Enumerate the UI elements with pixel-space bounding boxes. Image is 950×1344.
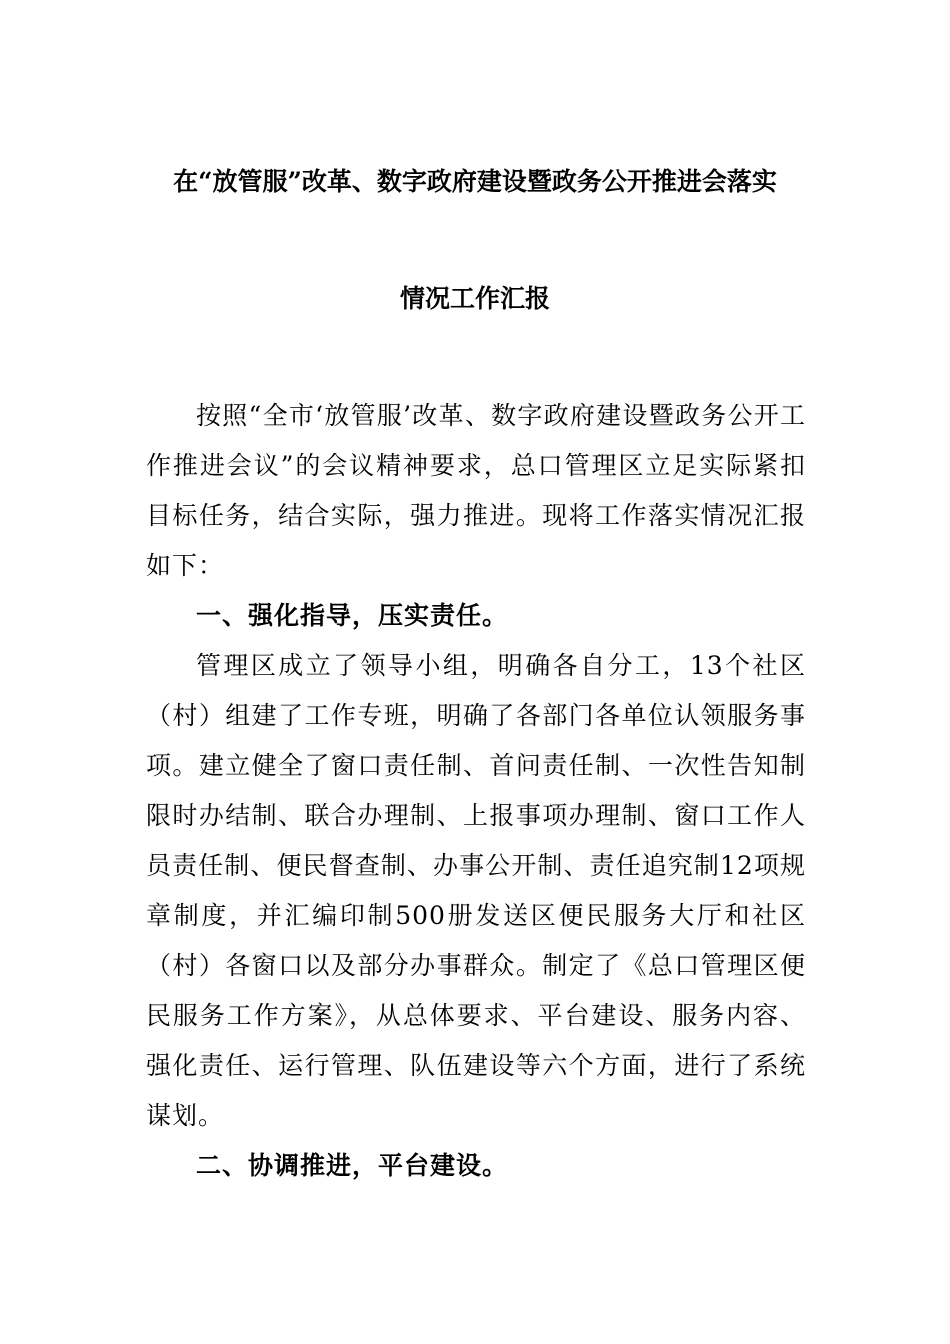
section-1-paragraph: 管理区成立了领导小组，明确各自分工，13个社区（村）组建了工作专班，明确了各部门各单位认领服务事项。建立健全了窗口责任制、首问责任制、一次性告知制限时办结制、联合办理制、上报事项办理制、窗口工作人员责任制、便民督查制、办事公开制、责任追究制12项规章制度，并汇编印制500册发送区便民服务大厅和社区（村）各窗口以及部分办事群众。制定了《总口管理区便民服务工作方案》，从总体要求、平台建设、服务内容、强化责任、运行管理、队伍建设等六个方面，进行了系统谋划。 — [146, 651, 806, 1130]
document-title-line-2: 情况工作汇报 — [399, 284, 550, 313]
section-heading-1: 一、强化指导，压实责任。 — [196, 601, 509, 630]
document-title-line-1: 在“放管服”改革、数字政府建设暨政务公开推进会落实 — [173, 167, 777, 196]
section-heading-2: 二、协调推进，平台建设。 — [196, 1151, 509, 1180]
intro-paragraph: 按照“全市‘放管服’改革、数字政府建设暨政务公开工作推进会议”的会议精神要求，总口管理区立足实际紧扣目标任务，结合实际，强力推进。现将工作落实情况汇报如下： — [146, 401, 806, 580]
